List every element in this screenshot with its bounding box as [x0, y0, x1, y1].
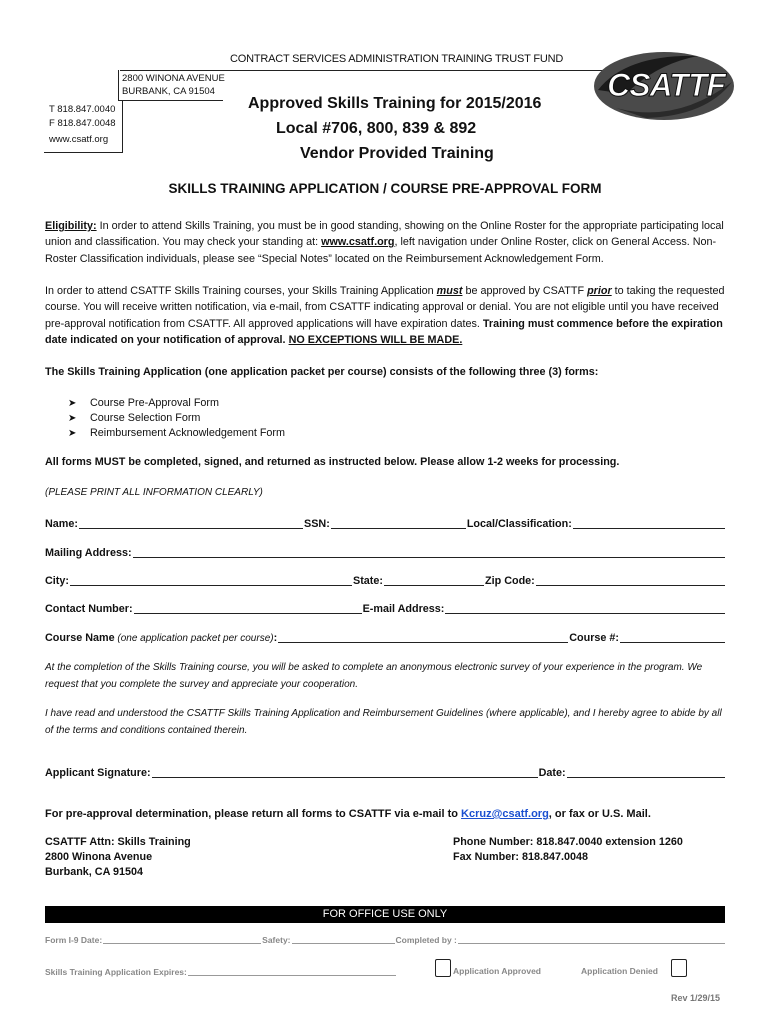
ssn-field[interactable] — [331, 528, 466, 529]
list-item-label: Reimbursement Acknowledgement Form — [90, 427, 286, 439]
contact-number-field[interactable] — [134, 613, 362, 614]
prior-emphasis: prior — [587, 285, 612, 297]
return-text-2: , or fax or U.S. Mail. — [548, 808, 651, 820]
signature-label: Applicant Signature: — [45, 767, 151, 779]
title-line-3: Vendor Provided Training — [300, 145, 494, 162]
eligibility-paragraph — [45, 218, 725, 267]
return-email-link[interactable]: Kcruz@csatf.org — [461, 808, 549, 820]
date-label: Date: — [538, 767, 566, 779]
city-label: City: — [45, 575, 69, 587]
packet-intro: The Skills Training Application (one application packet per course) consists of the following three (3) forms: — [45, 366, 599, 378]
row-name — [45, 516, 726, 530]
arrow-bullet-icon: ➤ — [68, 428, 77, 439]
arrow-bullet-icon: ➤ — [68, 398, 77, 409]
form-title: SKILLS TRAINING APPLICATION / COURSE PRE-APPROVAL FORM — [168, 181, 602, 196]
mail-line-2: 2800 Winona Avenue — [45, 851, 153, 863]
course-number-label: Course #: — [569, 632, 620, 644]
row-city — [45, 573, 726, 587]
row-contact — [45, 601, 726, 615]
revision-label: Rev 1/29/15 — [671, 993, 721, 1003]
date-field[interactable] — [567, 777, 725, 778]
zip-field[interactable] — [536, 585, 725, 586]
address-line-2: BURBANK, CA 91504 — [122, 86, 215, 97]
course-number-field[interactable] — [620, 642, 725, 643]
list-item — [68, 427, 285, 439]
must-complete-notice: All forms MUST be completed, signed, and returned as instructed below. Please allow 1-2 weeks for processing. — [45, 456, 620, 468]
ssn-label: SSN: — [304, 518, 330, 530]
contact-number-label: Contact Number: — [45, 603, 133, 615]
csattf-logo — [586, 46, 736, 124]
list-item — [68, 397, 219, 409]
arrow-bullet-icon: ➤ — [68, 413, 77, 424]
signature-field[interactable] — [152, 777, 538, 778]
course-name-label-text: Course Name — [45, 632, 115, 644]
completed-by-field[interactable] — [458, 943, 725, 944]
commence-notice: Training must commence before the expiration date indicated on your notification of approval. — [45, 317, 723, 346]
return-instructions — [45, 808, 651, 820]
completed-by-label: Completed by : — [395, 935, 457, 945]
approval-text-2: be approved by CSATTF — [462, 285, 588, 297]
state-field[interactable] — [384, 585, 484, 586]
state-label: State: — [353, 575, 383, 587]
city-field[interactable] — [70, 585, 352, 586]
agreement-note: I have read and understood the CSATTF Skills Training Application and Reimbursement Guidelines (where applicable), and I hereby agree to abide by all of the terms and conditions contained therein. — [45, 708, 722, 736]
email-field[interactable] — [445, 613, 725, 614]
eligibility-text-2: , left navigation under Online Roster, click on General Access. Non-Roster Classification individuals, please see “Special Notes” located on the Reimbursement Acknowledgement Form. — [45, 236, 717, 265]
expires-field[interactable] — [188, 975, 396, 976]
title-line-2: Local #706, 800, 839 & 892 — [276, 120, 477, 137]
row-course — [45, 630, 726, 644]
return-text-1: For pre-approval determination, please return all forms to CSATTF via e-mail to — [45, 808, 462, 820]
eligibility-label: Eligibility: — [45, 220, 97, 232]
course-name-field[interactable] — [278, 642, 568, 643]
i9-date-field[interactable] — [103, 943, 261, 944]
must-emphasis: must — [436, 285, 463, 297]
approval-text-1: In order to attend CSATTF Skills Training courses, your Skills Training Application — [45, 285, 437, 297]
survey-note: At the completion of the Skills Training course, you will be asked to complete an anonymous electronic survey of your experience in the program. We request that you complete the survey and appreciate your cooperation. — [45, 662, 703, 690]
local-classification-field[interactable] — [573, 528, 725, 529]
website-link[interactable]: www.csatf.org — [49, 134, 109, 145]
print-note: (PLEASE PRINT ALL INFORMATION CLEARLY) — [45, 487, 263, 498]
safety-label: Safety: — [262, 935, 291, 945]
safety-field[interactable] — [292, 943, 395, 944]
local-classification-label: Local/Classification: — [466, 518, 572, 530]
name-label: Name: — [45, 518, 79, 530]
fax-number: F 818.847.0048 — [49, 118, 116, 129]
no-exceptions-notice: NO EXCEPTIONS WILL BE MADE. — [288, 333, 463, 346]
title-line-1: Approved Skills Training for 2015/2016 — [248, 95, 542, 112]
email-label: E-mail Address: — [362, 603, 445, 615]
mailing-address-label: Mailing Address: — [45, 547, 132, 559]
name-field[interactable] — [79, 528, 303, 529]
denied-label: Application Denied — [581, 966, 658, 976]
org-name: CONTRACT SERVICES ADMINISTRATION TRAINING TRUST FUND — [230, 53, 564, 65]
office-use-bar: FOR OFFICE USE ONLY — [45, 906, 725, 923]
list-item — [68, 412, 200, 424]
course-name-colon: : — [273, 632, 278, 644]
list-item-label: Course Selection Form — [90, 412, 201, 424]
course-name-sublabel: (one application packet per course) — [114, 633, 274, 644]
mail-fax: Fax Number: 818.847.0048 — [453, 851, 589, 863]
logo-text: CSATTF — [607, 67, 725, 103]
mail-line-3: Burbank, CA 91504 — [45, 866, 144, 878]
approval-text-3: to taking the requested course. You will receive written notification, via e-mail, from CSATTF indicating approval or denial. You are not eligible until you have received pre-approval notification from CSATTF. All approved applications will have expiration dates. — [45, 285, 725, 330]
eligibility-text-1: In order to attend Skills Training, you must be in good standing, showing on the Online Roster for the appropriate participating local union and classification. You may check your standing at: — [45, 220, 724, 249]
csatf-link[interactable]: www.csatf.org — [321, 236, 395, 249]
approval-paragraph — [45, 283, 725, 348]
address-line-1: 2800 WINONA AVENUE — [122, 73, 225, 84]
row-office-1 — [45, 934, 726, 945]
mailing-address-field[interactable] — [133, 557, 725, 558]
list-item-label: Course Pre-Approval Form — [90, 397, 220, 409]
row-mailing — [45, 545, 726, 559]
phone-number: T 818.847.0040 — [49, 104, 116, 115]
approved-label: Application Approved — [453, 966, 541, 976]
row-signature — [45, 765, 726, 779]
approved-checkbox[interactable] — [435, 959, 451, 977]
course-name-label — [45, 632, 277, 644]
denied-checkbox[interactable] — [671, 959, 687, 977]
expires-label: Skills Training Application Expires: — [45, 967, 187, 977]
mail-line-1: CSATTF Attn: Skills Training — [45, 836, 191, 848]
zip-label: Zip Code: — [485, 575, 535, 587]
i9-date-label: Form I-9 Date: — [45, 935, 103, 945]
mail-phone: Phone Number: 818.847.0040 extension 1260 — [453, 836, 683, 848]
